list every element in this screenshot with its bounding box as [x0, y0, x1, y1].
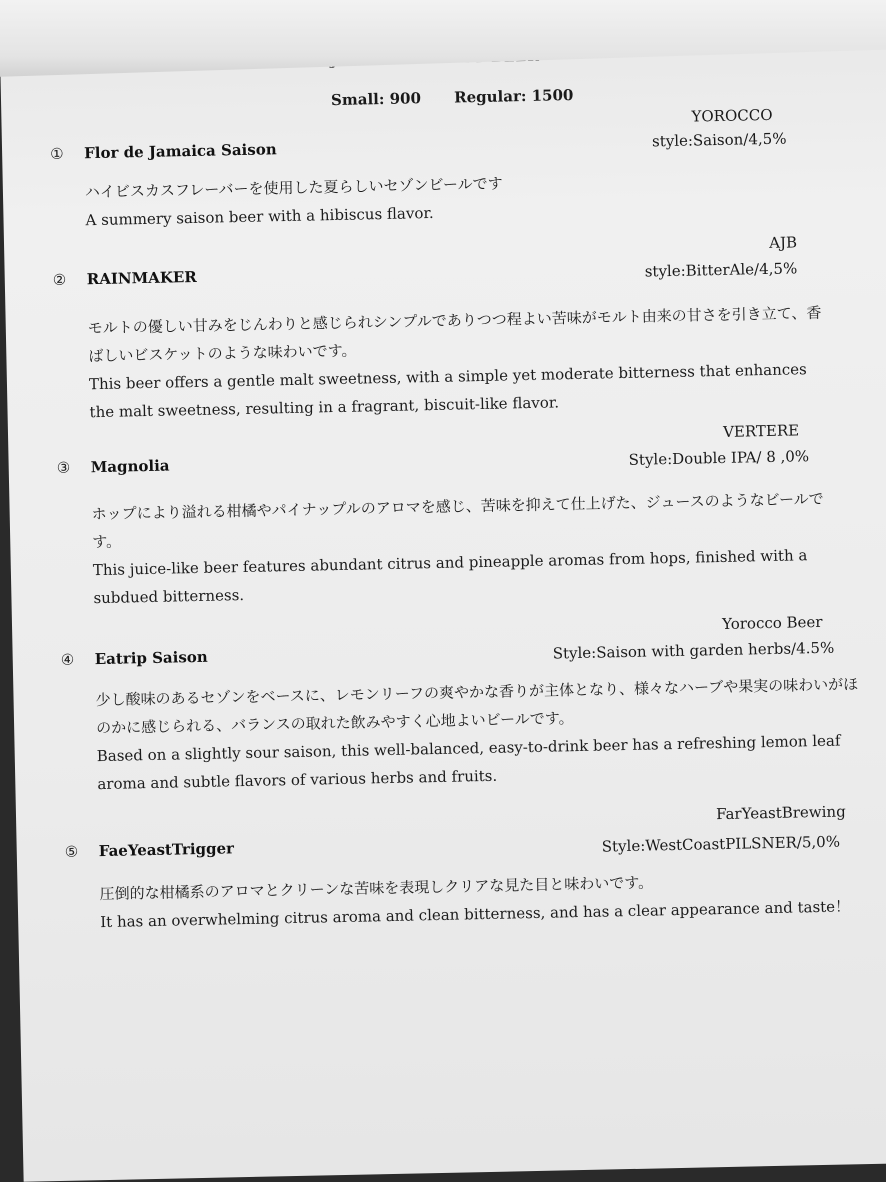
beer-description	[91, 485, 833, 612]
beer-style: Style:Saison with garden herbs/4.5%	[552, 638, 835, 663]
item-number: ⑤	[64, 842, 79, 861]
small-price: Small: 900	[330, 89, 422, 110]
beer-name: Flor de Jamaica Saison	[83, 140, 277, 163]
beer-name: Eatrip Saison	[94, 647, 208, 669]
description-en: Based on a slightly sour saison, this well-balanced, easy-to-drink beer has a refreshing lemon leaf aroma and subtle flavors of various herbs and fruits.	[96, 731, 841, 794]
beer-name: RAINMAKER	[86, 267, 197, 289]
brewery-name: VERTERE	[722, 421, 800, 441]
description-ja: 少し酸味のあるセゾンをベースに、レモンリーフの爽やかな香りが主体となり、様々なハーブや果実の味わいがほのかに感じられる、バランスの取れた飲みやすく心地よいビールです。	[95, 675, 859, 738]
beer-style: Style:WestCoastPILSNER/5,0%	[601, 832, 841, 856]
description-ja: 圧倒的な柑橘系のアロマとクリーンな苦味を表現しクリアな見た目と味わいです。	[99, 873, 654, 904]
beer-description	[85, 162, 846, 234]
brewery-name: FarYeastBrewing	[715, 802, 846, 824]
description-ja: モルトの優しい甘みをじんわりと感じられシンプルでありつつ程よい苦味がモルト由来の甘さを引き立て、香ばしいビスケットのような味わいです。	[87, 303, 822, 366]
beer-name: Magnolia	[90, 456, 170, 477]
beer-style: style:Saison/4,5%	[651, 129, 787, 151]
description-en: A summery saison beer with a hibiscus flavor.	[85, 203, 434, 230]
beer-style: Style:Double IPA/ 8 ,0%	[628, 447, 810, 469]
item-number: ①	[49, 144, 64, 163]
item-number: ②	[52, 270, 67, 289]
price-line	[331, 85, 602, 109]
beer-name: FaeYeastTrigger	[98, 839, 235, 861]
description-ja: ホップにより溢れる柑橘やパイナップルのアロマを感じ、苦味を抑えて仕上げた、ジュースのようなビールです。	[91, 489, 824, 552]
beer-item	[4, 231, 886, 422]
menu-page	[0, 33, 886, 1181]
description-en: It has an overwhelming citrus aroma and clean bitterness, and has a clear appearance and taste！	[100, 897, 851, 932]
item-number: ④	[60, 650, 75, 669]
brewery-name: Yorocco Beer	[721, 612, 823, 634]
beer-description	[99, 864, 870, 936]
beer-style: style:BitterAle/4,5%	[644, 259, 798, 281]
beer-item	[16, 801, 886, 932]
beer-item	[12, 611, 886, 794]
description-ja: ハイビスカスフレーバーを使用した夏らしいセゾンビールです	[84, 174, 503, 202]
beer-description	[95, 670, 867, 798]
regular-price: Regular: 1500	[453, 86, 574, 107]
brewery-name: AJB	[768, 233, 798, 252]
item-number: ③	[56, 458, 71, 477]
description-en: This juice-like beer features abundant citrus and pineapple aromas from hops, finished with a subdued bitterness.	[92, 546, 808, 608]
description-en: This beer offers a gentle malt sweetness, with a simple yet moderate bitterness that enhances the malt sweetness, resulting in a fragrant, biscuit-like flavor.	[88, 360, 807, 422]
brewery-name: YOROCCO	[691, 105, 773, 126]
beer-description	[88, 299, 830, 426]
